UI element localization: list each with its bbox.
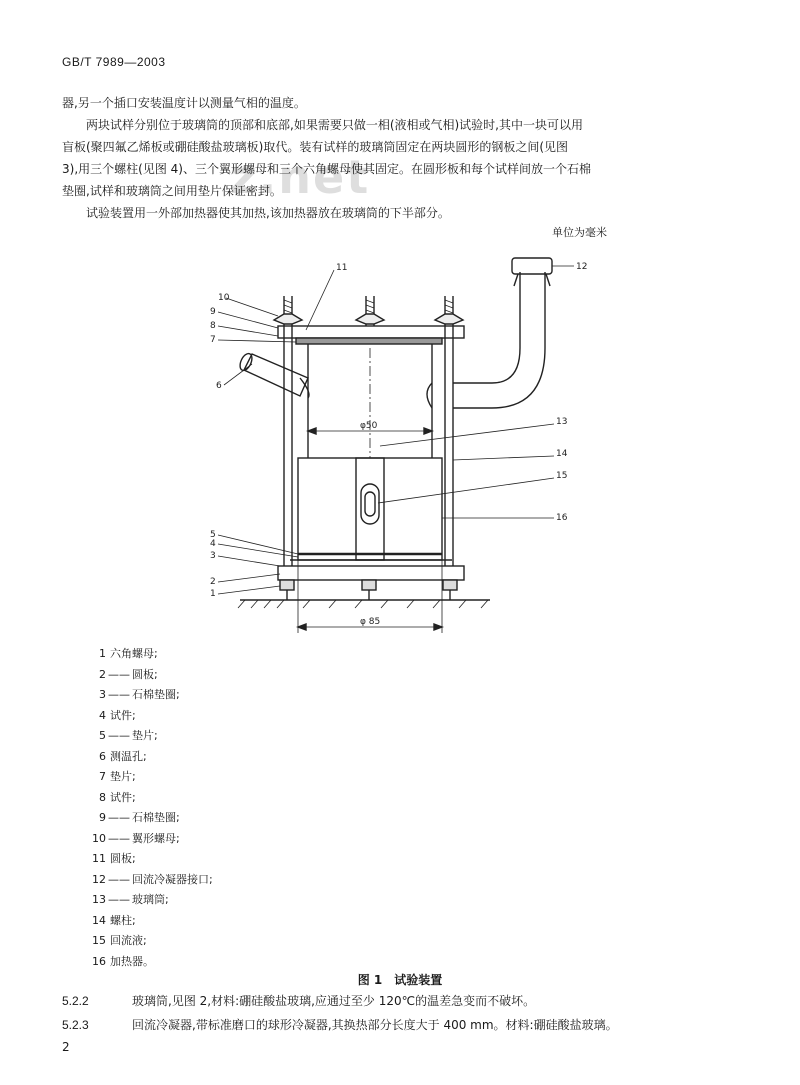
legend-item: 9 —— 石棉垫圈; <box>99 811 180 824</box>
callout-14: 14 <box>556 449 568 459</box>
clause-number: 5.2.3 <box>62 1018 89 1032</box>
dimension-phi50: φ50 <box>360 421 378 431</box>
ground-hatch <box>238 600 488 608</box>
clause-text: 回流冷凝器,带标准磨口的球形冷凝器,其换热部分长度大于 400 mm。材料:硼硅酸盐玻璃。 <box>132 1018 618 1032</box>
paragraph-intro: 器,另一个插口安装温度计以测量气相的温度。 <box>62 96 306 110</box>
paragraph-specimens <box>62 114 591 202</box>
callout-8: 8 <box>210 321 216 331</box>
legend-item: 6 测温孔; <box>99 749 147 763</box>
callout-12: 12 <box>576 262 588 272</box>
paragraph-line: 垫圈,试样和玻璃筒之间用垫片保证密封。 <box>62 184 282 198</box>
callout-1: 1 <box>210 589 216 599</box>
callout-13: 13 <box>556 417 568 427</box>
figure-legend <box>88 644 213 972</box>
page-number: 2 <box>62 1040 70 1054</box>
unit-note: 单位为毫米 <box>552 226 607 239</box>
paragraph-line: 两块试样分别位于玻璃筒的顶部和底部,如果需要只做一相(液相或气相)试验时,其中一块可以用 <box>86 118 583 132</box>
top-plate <box>278 326 464 338</box>
standard-code: GB/T 7989—2003 <box>62 55 166 69</box>
figure-caption <box>0 971 800 988</box>
clause-number: 5.2.2 <box>62 994 89 1008</box>
wing-nut-right <box>435 314 463 324</box>
legend-item: 11 圆板; <box>92 852 136 865</box>
callout-7: 7 <box>210 335 216 345</box>
wing-nut-center <box>356 314 384 324</box>
callout-5: 5 <box>210 530 216 540</box>
legend-item: 4 试件; <box>99 708 136 722</box>
dimension-phi85: φ 85 <box>360 617 381 627</box>
top-specimen <box>296 338 442 344</box>
callout-10: 10 <box>218 293 230 303</box>
clause-5-2-2 <box>62 992 535 1009</box>
paragraph-line: 3),用三个螺柱(见图 4)、三个翼形螺母和三个六角螺母使其固定。在圆形板和每个试样间放一个石棉 <box>62 162 591 176</box>
wing-nut-left <box>274 314 302 324</box>
legend-item: 8 试件; <box>99 790 136 804</box>
callout-9: 9 <box>210 307 216 317</box>
condenser-pipe-outer <box>453 272 545 408</box>
heater-box <box>298 458 442 560</box>
callout-15: 15 <box>556 471 568 481</box>
clause-text: 玻璃筒,见图 2,材料:硼硅酸盐玻璃,应通过至少 120℃的温差急变而不破坏。 <box>132 994 536 1008</box>
thermometer-port <box>244 354 308 396</box>
callout-6: 6 <box>216 381 222 391</box>
legend-item: 13 —— 玻璃筒; <box>92 893 169 906</box>
callout-16: 16 <box>556 513 568 523</box>
figure-title: 试验装置 <box>394 973 443 987</box>
hex-nut-center <box>362 580 376 590</box>
legend-item: 10 —— 翼形螺母; <box>92 831 180 845</box>
figure-number: 图 1 <box>357 973 383 987</box>
legend-item: 15 回流液; <box>92 934 147 947</box>
callout-11: 11 <box>336 263 348 273</box>
paragraph-line: 盲板(聚四氟乙烯板或硼硅酸盐玻璃板)取代。装有试样的玻璃筒固定在两块圆形的钢板之间(见图 <box>62 140 569 154</box>
condenser-joint <box>512 258 552 274</box>
clause-5-2-3 <box>62 1016 618 1033</box>
legend-item: 14 螺柱; <box>92 913 136 927</box>
condenser-inlet <box>427 383 432 408</box>
legend-item: 16 加热器。 <box>92 954 154 968</box>
legend-item: 12 —— 回流冷凝器接口; <box>92 872 213 886</box>
hex-nut-left <box>280 580 294 590</box>
hex-nut-right <box>443 580 457 590</box>
legend-item: 3 —— 石棉垫圈; <box>99 688 180 701</box>
legend-item: 1 六角螺母; <box>99 647 158 660</box>
legend-item: 5 —— 垫片; <box>99 729 158 742</box>
condenser-pipe-inner <box>453 272 520 383</box>
heater-window <box>356 458 384 560</box>
callout-2: 2 <box>210 577 216 587</box>
callout-4: 4 <box>210 539 216 549</box>
apparatus-drawing <box>200 248 600 643</box>
legend-item: 7 垫片; <box>99 770 136 783</box>
callout-3: 3 <box>210 551 216 561</box>
observation-slot <box>361 484 379 524</box>
legend-item: 2 —— 圆板; <box>99 667 158 681</box>
bottom-plate <box>278 566 464 580</box>
paragraph-heater: 试验装置用一外部加热器使其加热,该加热器放在玻璃筒的下半部分。 <box>86 206 450 220</box>
watermark: z.net <box>230 150 371 204</box>
